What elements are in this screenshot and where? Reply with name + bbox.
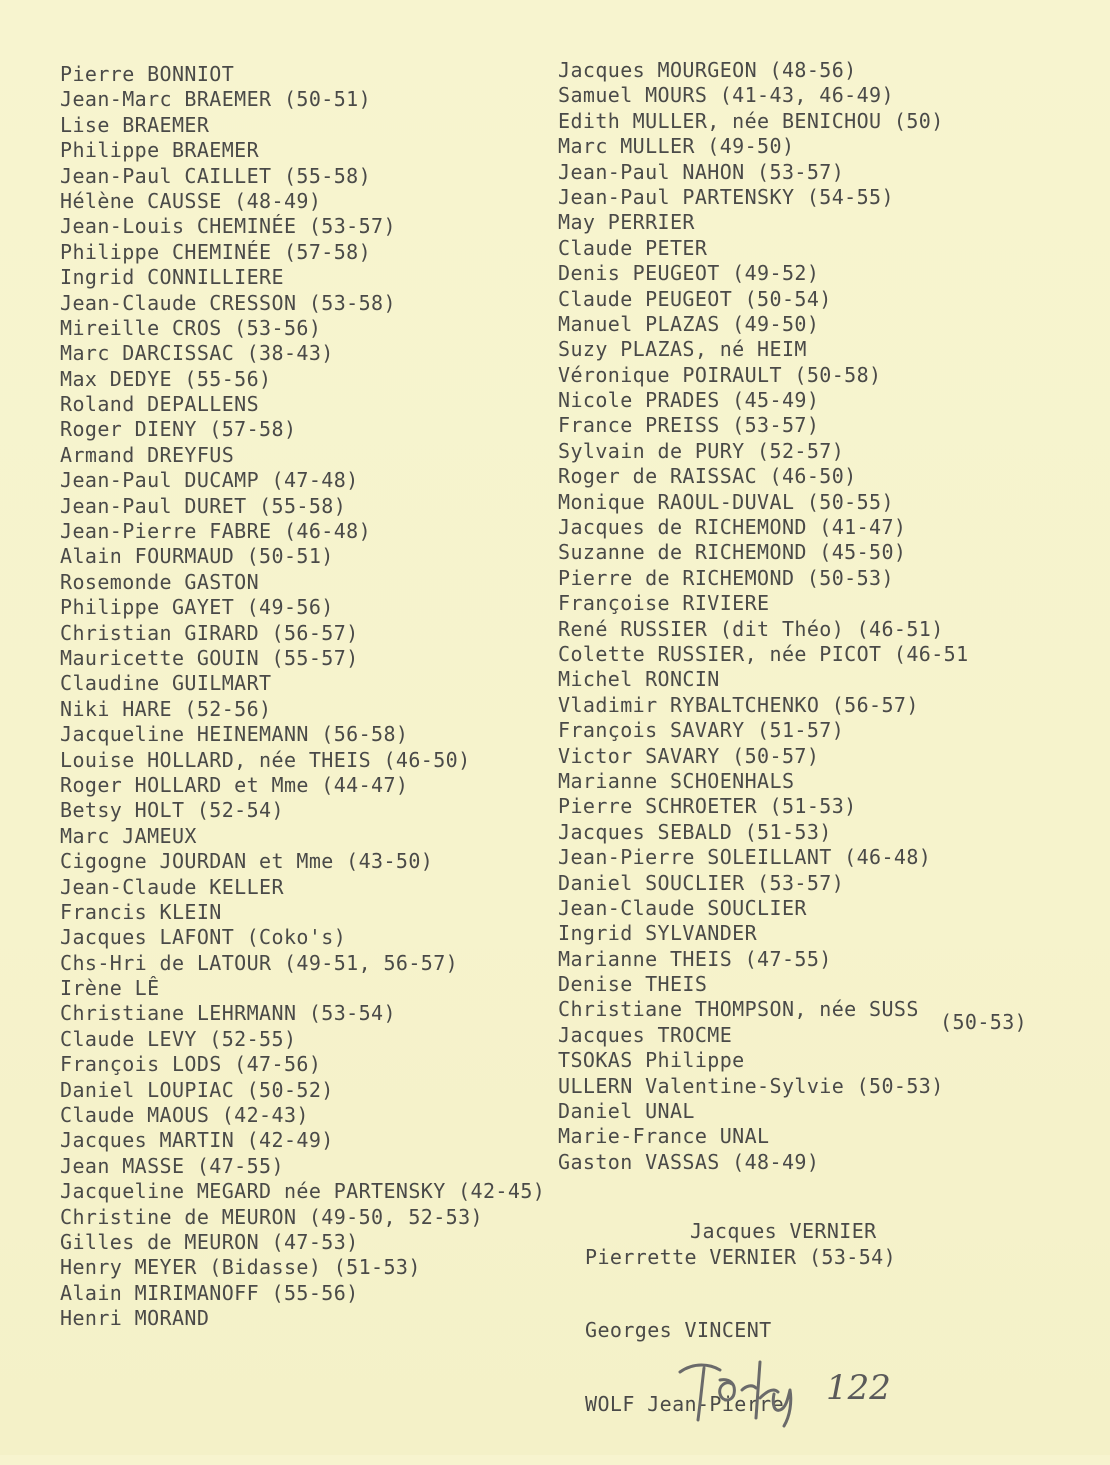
- list-item: Suzy PLAZAS, né HEIM: [558, 337, 807, 362]
- list-item: Jean-Paul DUCAMP (47-48): [60, 468, 359, 493]
- list-item: Manuel PLAZAS (49-50): [558, 311, 820, 336]
- list-item: Lise BRAEMER: [60, 112, 210, 137]
- list-item: Christine de MEURON (49-50, 52-53): [60, 1204, 483, 1229]
- list-item: Louise HOLLARD, née THEIS (46-50): [60, 747, 471, 772]
- list-item: Pierre BONNIOT: [60, 62, 235, 86]
- list-item: Jacques MOURGEON (48-56): [558, 58, 857, 82]
- list-item: Georges VINCENT: [585, 1318, 772, 1343]
- list-item: Jacques LAFONT (Coko's): [60, 925, 347, 950]
- list-item: Jean-Louis CHEMINÉE (53-57): [60, 214, 396, 239]
- list-item: Colette RUSSIER, née PICOT (46-51: [558, 641, 969, 666]
- list-item: Jacques de RICHEMOND (41-47): [558, 515, 907, 540]
- list-item: Claude LEVY (52-55): [60, 1026, 297, 1051]
- list-item: Armand DREYFUS: [60, 442, 235, 467]
- list-item: Daniel SOUCLIER (53-57): [558, 870, 845, 895]
- list-item: Philippe GAYET (49-56): [60, 595, 334, 620]
- list-item: Ingrid SYLVANDER: [558, 921, 758, 946]
- list-item: Françoise RIVIERE: [558, 591, 770, 616]
- list-item: Sylvain de PURY (52-57): [558, 438, 845, 463]
- list-item: Jacqueline HEINEMANN (56-58): [60, 722, 409, 747]
- list-item: Alain FOURMAUD (50-51): [60, 544, 334, 569]
- list-item: Claude PETER: [558, 235, 708, 260]
- list-item: François SAVARY (51-57): [558, 718, 845, 743]
- list-item: Claude PEUGEOT (50-54): [558, 286, 832, 311]
- list-item: Alain MIRIMANOFF (55-56): [60, 1280, 359, 1305]
- list-item: Pierrette VERNIER (53-54): [585, 1245, 897, 1269]
- list-item: Jean-Paul PARTENSKY (54-55): [558, 184, 894, 209]
- list-item: France PREISS (53-57): [558, 413, 820, 438]
- list-item: Pierre SCHROETER (51-53): [558, 794, 857, 819]
- name-list-left: [60, 62, 545, 1332]
- list-item: Jean MASSE (47-55): [60, 1153, 284, 1178]
- list-item: Vladimir RYBALTCHENKO (56-57): [558, 692, 919, 717]
- list-item: Jean-Pierre SOLEILLANT (46-48): [558, 845, 932, 870]
- list-item: Betsy HOLT (52-54): [60, 798, 284, 823]
- list-item: Marc MULLER (49-50): [558, 134, 795, 159]
- list-item: Christiane LEHRMANN (53-54): [60, 1001, 396, 1026]
- list-item: Suzanne de RICHEMOND (45-50): [558, 540, 907, 565]
- list-item: Hélène CAUSSE (48-49): [60, 188, 322, 213]
- list-item: Victor SAVARY (50-57): [558, 743, 820, 768]
- list-item: Marianne SCHOENHALS: [558, 768, 795, 793]
- list-item: Edith MULLER, née BENICHOU (50): [558, 108, 944, 133]
- list-item: Francis KLEIN: [60, 899, 222, 924]
- name-list-right: [558, 58, 969, 1175]
- list-item: Niki HARE (52-56): [60, 696, 272, 721]
- list-item: Max DEDYE (55-56): [60, 366, 272, 391]
- list-item: Christiane THOMPSON, née SUSS: [558, 997, 919, 1022]
- page-number: 122: [826, 1368, 891, 1408]
- list-item: Marc DARCISSAC (38-43): [60, 341, 334, 366]
- list-item: WOLF Jean-Pierre: [585, 1391, 785, 1416]
- list-item: Irène LÊ: [60, 976, 160, 1001]
- list-item: Rosemonde GASTON: [60, 569, 260, 594]
- list-item: Henri MORAND: [60, 1306, 210, 1331]
- list-item: Daniel UNAL: [558, 1099, 695, 1124]
- list-item: Philippe CHEMINÉE (57-58): [60, 239, 372, 264]
- list-item: Roland DEPALLENS: [60, 392, 260, 417]
- list-item: Philippe BRAEMER: [60, 138, 260, 163]
- list-item: Jean-Paul CAILLET (55-58): [60, 163, 372, 188]
- list-item: Gaston VASSAS (48-49): [558, 1149, 820, 1174]
- list-item: Roger DIENY (57-58): [60, 417, 297, 442]
- list-item: Jacques MARTIN (42-49): [60, 1128, 334, 1153]
- list-item: Jacques VERNIER: [690, 1219, 877, 1243]
- list-item: Jean-Claude SOUCLIER: [558, 895, 807, 920]
- list-item: Denis PEUGEOT (49-52): [558, 261, 820, 286]
- list-item: Henry MEYER (Bidasse) (51-53): [60, 1255, 421, 1280]
- list-item: Mauricette GOUIN (55-57): [60, 645, 359, 670]
- list-item: Denise THEIS: [558, 972, 708, 997]
- list-item: Roger HOLLARD et Mme (44-47): [60, 772, 409, 797]
- list-item: René RUSSIER (dit Théo) (46-51): [558, 616, 944, 641]
- list-item: Marianne THEIS (47-55): [558, 946, 832, 971]
- list-item: Roger de RAISSAC (46-50): [558, 464, 857, 489]
- list-item: Marie-France UNAL: [558, 1124, 770, 1149]
- list-item: Jean-Claude CRESSON (53-58): [60, 290, 396, 315]
- list-item: Jacques TROCME: [558, 1022, 733, 1047]
- list-item: Mireille CROS (53-56): [60, 315, 322, 340]
- list-item: ULLERN Valentine-Sylvie (50-53): [558, 1073, 944, 1098]
- list-item: Cigogne JOURDAN et Mme (43-50): [60, 849, 434, 874]
- list-item: Christian GIRARD (56-57): [60, 620, 359, 645]
- list-item: Chs-Hri de LATOUR (49-51, 56-57): [60, 950, 459, 975]
- list-item: TSOKAS Philippe: [558, 1048, 745, 1073]
- list-item: Daniel LOUPIAC (50-52): [60, 1077, 334, 1102]
- list-item: Jean-Marc BRAEMER (50-51): [60, 87, 372, 112]
- list-item: Jean-Claude KELLER: [60, 874, 284, 899]
- list-item: Samuel MOURS (41-43, 46-49): [558, 83, 894, 108]
- list-item: Gilles de MEURON (47-53): [60, 1229, 359, 1254]
- list-item: Jean-Pierre FABRE (46-48): [60, 519, 372, 544]
- list-item: Claude MAOUS (42-43): [60, 1103, 309, 1128]
- list-item: Marc JAMEUX: [60, 823, 197, 848]
- list-item: Michel RONCIN: [558, 667, 720, 692]
- list-item: Ingrid CONNILLIERE: [60, 265, 284, 290]
- list-item: Pierre de RICHEMOND (50-53): [558, 565, 894, 590]
- list-item: Jean-Paul DURET (55-58): [60, 493, 347, 518]
- list-item: Monique RAOUL-DUVAL (50-55): [558, 489, 894, 514]
- list-item: Nicole PRADES (45-49): [558, 388, 820, 413]
- list-item: François LODS (47-56): [60, 1052, 322, 1077]
- list-item: Claudine GUILMART: [60, 671, 272, 696]
- list-item: May PERRIER: [558, 210, 695, 235]
- list-item: Jacques SEBALD (51-53): [558, 819, 832, 844]
- list-item: Véronique POIRAULT (50-58): [558, 362, 882, 387]
- list-item: Jean-Paul NAHON (53-57): [558, 159, 845, 184]
- list-item: Jacqueline MEGARD née PARTENSKY (42-45): [60, 1179, 546, 1204]
- thompson-years-continuation: (50-53): [940, 1010, 1028, 1034]
